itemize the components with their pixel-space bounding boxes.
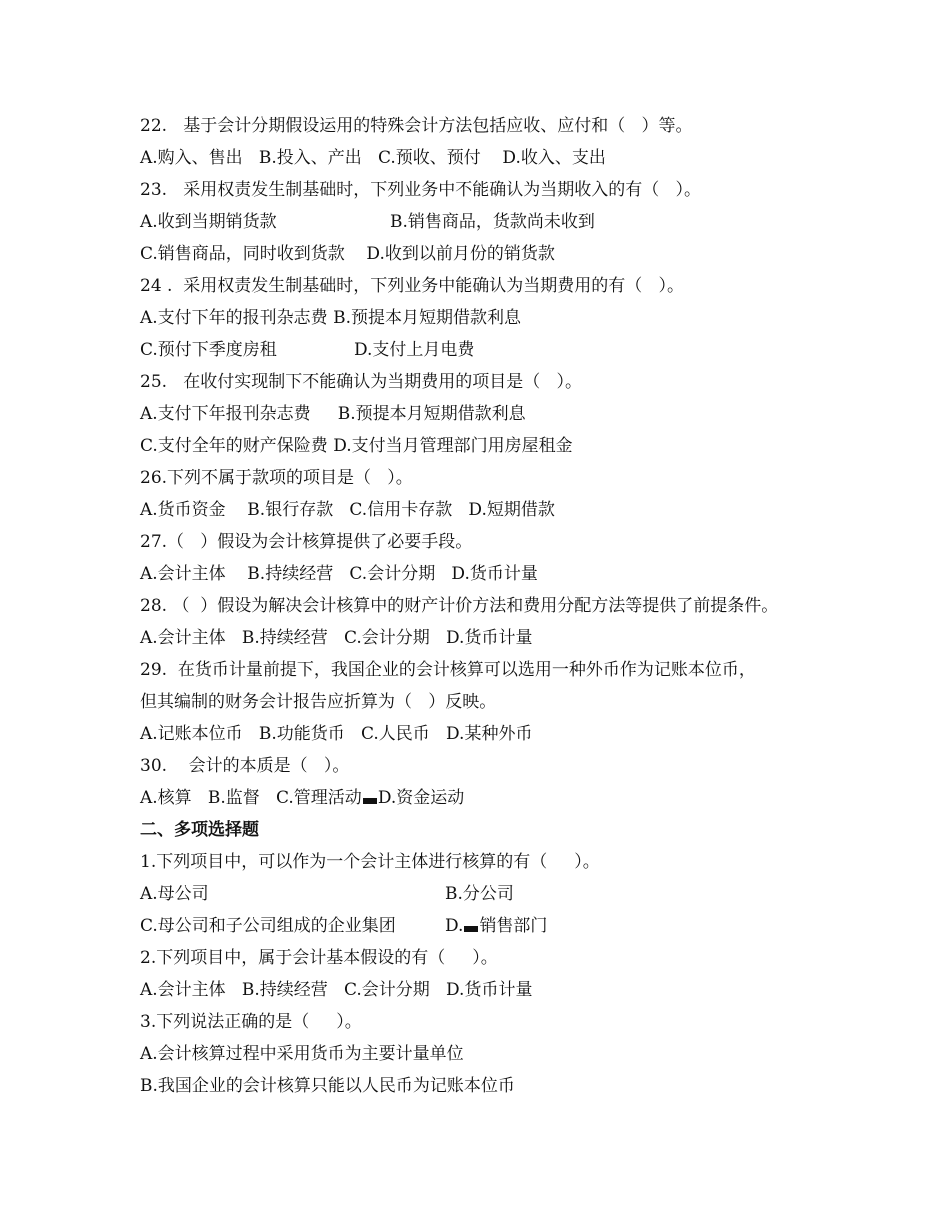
multi-question-2: 2.下列项目中，属于会计基本假设的有（ ）。 bbox=[140, 948, 498, 968]
question-29-continued: 但其编制的财务会计报告应折算为（ ）反映。 bbox=[140, 692, 497, 712]
underline-mark-icon bbox=[363, 798, 377, 804]
options-abc: A.核算 B.监督 C.管理活动 bbox=[140, 788, 362, 808]
question-22-options: A.购入、售出 B.投入、产出 C.预收、预付 D.收入、支出 bbox=[140, 148, 606, 168]
option-a: A.收到当期销货款 bbox=[140, 212, 277, 232]
question-25-options-ab: A.支付下年报刊杂志费 B.预提本月短期借款利息 bbox=[140, 404, 526, 424]
option-c: C.预付下季度房租 bbox=[140, 340, 277, 360]
option-d-letter: D. bbox=[445, 916, 464, 936]
option-d bbox=[445, 910, 547, 942]
question-30: 30. 会计的本质是（ ）。 bbox=[140, 756, 350, 776]
multi-question-3-option-a: A.会计核算过程中采用货币为主要计量单位 bbox=[140, 1044, 464, 1064]
question-24-options-ab: A.支付下年的报刊杂志费 B.预提本月短期借款利息 bbox=[140, 308, 521, 328]
option-c: C.母公司和子公司组成的企业集团 bbox=[140, 916, 396, 936]
question-29-options: A.记账本位币 B.功能货币 C.人民币 D.某种外币 bbox=[140, 724, 533, 744]
multi-question-2-options: A.会计主体 B.持续经营 C.会计分期 D.货币计量 bbox=[140, 980, 533, 1000]
question-24: 24 . 采用权责发生制基础时，下列业务中能确认为当期费用的有（ ）。 bbox=[140, 276, 684, 296]
question-25: 25. 在收付实现制下不能确认为当期费用的项目是（ ）。 bbox=[140, 372, 582, 392]
underline-mark-icon bbox=[464, 926, 478, 932]
multi-question-3-option-b: B.我国企业的会计核算只能以人民币为记账本位币 bbox=[140, 1076, 515, 1096]
question-30-options bbox=[140, 782, 840, 814]
option-b: B.分公司 bbox=[445, 884, 514, 904]
section-heading: 二、多项选择题 bbox=[140, 820, 259, 840]
multi-question-3: 3.下列说法正确的是（ ）。 bbox=[140, 1012, 362, 1032]
option-d-text: 销售部门 bbox=[479, 916, 548, 936]
option-a: A.母公司 bbox=[140, 884, 209, 904]
option-d: D.支付上月电费 bbox=[354, 340, 475, 360]
multi-question-1-options-ab bbox=[140, 878, 840, 910]
question-26: 26.下列不属于款项的项目是（ ）。 bbox=[140, 468, 413, 488]
question-26-options: A.货币资金 B.银行存款 C.信用卡存款 D.短期借款 bbox=[140, 500, 555, 520]
question-22: 22. 基于会计分期假设运用的特殊会计方法包括应收、应付和（ ）等。 bbox=[140, 116, 693, 136]
multi-question-1: 1.下列项目中，可以作为一个会计主体进行核算的有（ ）。 bbox=[140, 852, 600, 872]
option-d: D.资金运动 bbox=[377, 788, 465, 808]
question-23: 23. 采用权责发生制基础时，下列业务中不能确认为当期收入的有（ ）。 bbox=[140, 180, 701, 200]
question-list bbox=[140, 110, 840, 1102]
question-28: 28. （ ）假设为解决会计核算中的财产计价方法和费用分配方法等提供了前提条件。 bbox=[140, 596, 779, 616]
question-25-options-cd: C.支付全年的财产保险费 D.支付当月管理部门用房屋租金 bbox=[140, 436, 573, 456]
option-b: B.销售商品，货款尚未收到 bbox=[390, 212, 595, 232]
question-29: 29. 在货币计量前提下，我国企业的会计核算可以选用一种外币作为记账本位币， bbox=[140, 660, 756, 680]
multi-question-1-options-cd bbox=[140, 910, 840, 942]
question-27: 27.（ ）假设为会计核算提供了必要手段。 bbox=[140, 532, 473, 552]
question-27-options: A.会计主体 B.持续经营 C.会计分期 D.货币计量 bbox=[140, 564, 538, 584]
question-23-options-cd: C.销售商品，同时收到货款 D.收到以前月份的销货款 bbox=[140, 244, 555, 264]
question-28-options: A.会计主体 B.持续经营 C.会计分期 D.货币计量 bbox=[140, 628, 533, 648]
question-23-options-ab bbox=[140, 206, 840, 238]
question-24-options-cd bbox=[140, 334, 840, 366]
